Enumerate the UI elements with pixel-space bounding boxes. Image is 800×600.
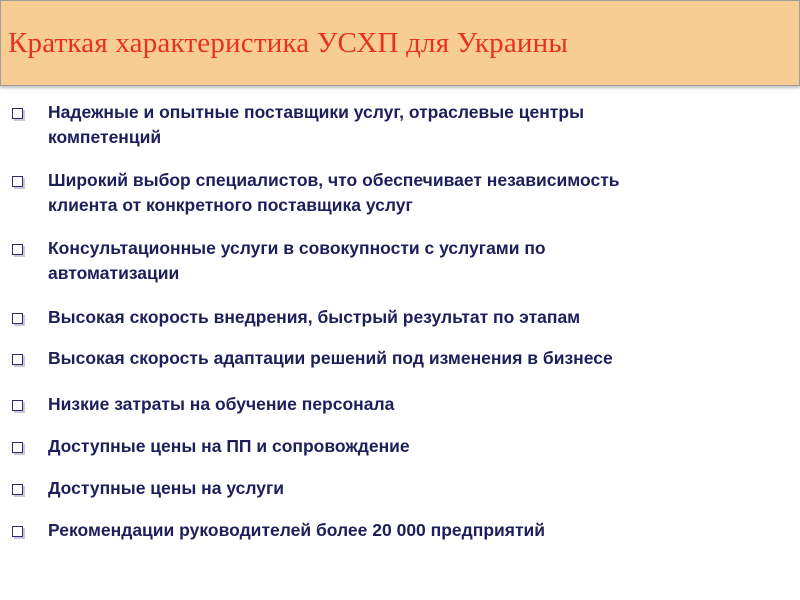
bullet-text-line: Доступные цены на ПП и сопровождение: [48, 436, 410, 456]
bullet-text-line: Высокая скорость внедрения, быстрый результат по этапам: [48, 307, 581, 327]
bullet-text: [48, 392, 768, 417]
hollow-square-bullet-icon: [12, 400, 23, 411]
bullet-text: [48, 305, 768, 330]
bullet-text-line: Высокая скорость адаптации решений под изменения в бизнесе: [48, 348, 613, 368]
hollow-square-bullet-icon: [12, 526, 23, 537]
hollow-square-bullet-icon: [12, 442, 23, 453]
title-bar: [0, 0, 800, 86]
bullet-text: [48, 518, 768, 543]
hollow-square-bullet-icon: [12, 354, 23, 365]
bullet-text: [48, 476, 768, 501]
bullet-text: [48, 100, 768, 150]
bullet-text-line: Доступные цены на услуги: [48, 478, 285, 498]
hollow-square-bullet-icon: [12, 176, 23, 187]
bullet-text: [48, 168, 768, 218]
hollow-square-bullet-icon: [12, 313, 23, 324]
bullet-text-line: компетенций: [48, 127, 162, 147]
bullet-text-line: Консультационные услуги в совокупности с услугами по: [48, 238, 546, 258]
bullet-text-line: Широкий выбор специалистов, что обеспечивает независимость: [48, 170, 620, 190]
bullet-text-line: Рекомендации руководителей более 20 000 предприятий: [48, 520, 546, 540]
bullet-text: [48, 434, 768, 459]
bullet-text: [48, 346, 768, 371]
bullet-text-line: автоматизации: [48, 263, 180, 283]
bullet-text: [48, 236, 768, 286]
bullet-text-line: клиента от конкретного поставщика услуг: [48, 195, 413, 215]
hollow-square-bullet-icon: [12, 108, 23, 119]
hollow-square-bullet-icon: [12, 244, 23, 255]
slide-title: Краткая характеристика УСХП для Украины: [8, 27, 569, 59]
hollow-square-bullet-icon: [12, 484, 23, 495]
bullet-text-line: Надежные и опытные поставщики услуг, отраслевые центры: [48, 102, 585, 122]
bullet-text-line: Низкие затраты на обучение персонала: [48, 394, 395, 414]
